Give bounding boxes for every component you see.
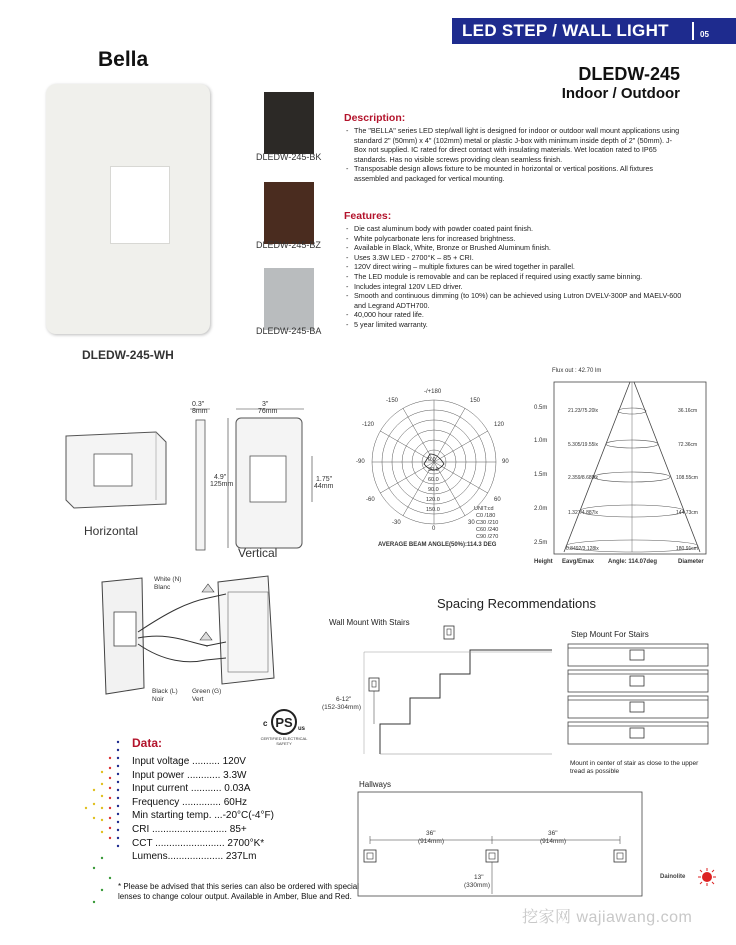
width-mm: 76mm <box>258 408 278 415</box>
cone-illuminance-diagram <box>550 376 710 556</box>
polar-angle-label: -90 <box>356 459 365 465</box>
series-name: Bella <box>98 48 149 71</box>
cone-height: 1.5m <box>534 472 548 478</box>
polar-caption: AVERAGE BEAM ANGLE(50%):114.3 DEG <box>378 542 497 548</box>
feature-item: - 120V direct wiring – multiple fixtures can be wired together in parallel. <box>344 262 684 272</box>
polar-angle-label: -60 <box>366 497 375 503</box>
depth-in: 0.3" <box>192 401 205 408</box>
feature-item: - 5 year limited warranty. <box>344 320 684 330</box>
hall-spacing-3-mm: (330mm) <box>464 882 491 889</box>
product-plate-image <box>46 84 210 334</box>
cone-eavg: 2.359/8.689lx <box>568 475 599 481</box>
data-row: CRI ........................... 85+ <box>132 823 247 835</box>
feature-item: - Uses 3.3W LED - 2700°K – 85 + CRI. <box>344 253 684 263</box>
swatch-label-aluminum: DLEDW-245-BA <box>256 326 322 336</box>
data-row: Input current ........... 0.03A <box>132 783 251 795</box>
svg-text:PS: PS <box>275 715 293 730</box>
hall-spacing-2-mm: (914mm) <box>540 838 567 845</box>
cone-eavg: 0.8492/3.128lx <box>566 546 599 552</box>
cone-diameter: 180.91cm <box>676 546 698 552</box>
feature-item: - Die cast aluminum body with powder coated paint finish. <box>344 224 684 234</box>
vertical-label: Vertical <box>238 546 278 560</box>
svg-text:us: us <box>298 726 306 732</box>
wire-black-fr: Noir <box>152 696 164 703</box>
wire-white-label: White (N) <box>154 576 182 583</box>
polar-angle-label: 150 <box>470 398 481 404</box>
data-row: Min starting temp. ...-20°C(-4°F) <box>132 810 274 822</box>
cone-height: 2.5m <box>534 540 548 546</box>
polar-angle-label: -30 <box>392 520 401 526</box>
hallways-label: Hallways <box>359 780 392 789</box>
header-title: LED STEP / WALL LIGHT <box>462 21 669 40</box>
wall-mount-label: Wall Mount With Stairs <box>329 618 410 627</box>
polar-unit-title: UNIT:cd <box>474 506 494 512</box>
cone-footer-height: Height <box>534 559 553 565</box>
swatch-label-bronze: DLEDW-245-BZ <box>256 240 321 250</box>
feature-item: - The LED module is removable and can be replaced if required using exactly same binning. <box>344 272 684 282</box>
description-item: - Transposable design allows fixture to be mounted in horizontal or vertical positions. All fixtures assembled and packaged for vertical mounting. <box>344 164 684 183</box>
page-number: 05 <box>700 30 709 39</box>
range-in: 6-12" <box>336 696 352 703</box>
description-title: Description: <box>344 112 406 124</box>
step-mount-note: Mount in center of stair as close to the upper tread as possible <box>570 760 699 775</box>
cone-height: 1.0m <box>534 438 548 444</box>
polar-legend-c60: C60 /240 <box>476 527 499 533</box>
brand-sun-icon <box>698 868 716 886</box>
depth-mm: 8mm <box>192 408 208 415</box>
horizontal-label: Horizontal <box>84 524 139 538</box>
polar-angle-label: 60 <box>494 497 501 503</box>
feature-item: - Smooth and continuous dimming (to 10%) can be achieved using Lutron DVELV-300P and MAELV-600 and Legrand ADTH700. <box>344 291 684 310</box>
description-item: - The "BELLA" series LED step/wall light is designed for indoor or outdoor wall mount applications using standard 2" (50mm) x 4" (102mm) metal or plastic J-box with minimum inside depth of 2" (50mm). J-Box not supplied. IC rated for direct contact with insulating materials. Wet location rated to IP65 standards. Has no visible screws providing clean seamless finish. <box>344 126 684 164</box>
window-mm: 44mm <box>314 483 334 490</box>
feature-item: - 40,000 hour rated life. <box>344 310 684 320</box>
step-mount-label: Step Mount For Stairs <box>571 630 649 639</box>
wiring-diagram <box>98 572 298 702</box>
data-row: Frequency .............. 60Hz <box>132 796 248 808</box>
plate-lens-window <box>110 166 170 244</box>
cone-footer-eavg: Eavg/Emax <box>562 559 595 565</box>
cone-footer-diameter: Diameter <box>678 559 704 565</box>
main-finish-label: DLEDW-245-WH <box>82 348 174 362</box>
brand-name: Dainolite <box>660 874 686 880</box>
polar-angle-label: -150 <box>386 398 399 404</box>
swatch-bronze <box>264 182 314 244</box>
data-title: Data: <box>132 736 163 750</box>
polar-radial-label: 0.0 <box>428 457 436 463</box>
cert-text: CERTIFIED ELECTRICAL SAFETY <box>260 736 308 746</box>
swatch-label-black: DLEDW-245-BK <box>256 152 322 162</box>
cone-diameter: 72.36cm <box>678 442 698 448</box>
polar-angle-label: 30 <box>468 520 475 526</box>
polar-radial-label: 150.0 <box>426 507 440 513</box>
polar-angle-label: -120 <box>362 422 375 428</box>
site-watermark: 挖家网 wajiawang.com <box>522 909 693 926</box>
data-row: Lumens.................... 237Lm <box>132 851 257 863</box>
model-number: DLEDW-245 <box>578 64 680 84</box>
features-list <box>344 224 684 330</box>
cone-diameter: 36.16cm <box>678 408 698 414</box>
feature-item: - Available in Black, White, Bronze or Brushed Aluminum finish. <box>344 243 684 253</box>
height-mm: 125mm <box>210 481 234 488</box>
hall-spacing-1-mm: (914mm) <box>418 838 445 845</box>
environment-label: Indoor / Outdoor <box>561 85 680 102</box>
swatch-aluminum <box>264 268 314 330</box>
wire-green-fr: Vert <box>192 696 204 703</box>
data-list <box>132 755 274 864</box>
width-in: 3" <box>262 401 269 408</box>
polar-radial-label: 60.0 <box>428 477 439 483</box>
description-list <box>344 126 684 184</box>
range-mm: (152-304mm) <box>322 704 362 711</box>
data-row: Input power ............ 3.3W <box>132 769 247 781</box>
polar-radial-label: 120.0 <box>426 497 440 503</box>
height-in: 4.9" <box>214 474 227 481</box>
hall-spacing-1-in: 36" <box>426 830 436 837</box>
polar-legend-c90: C90 /270 <box>476 534 499 540</box>
polar-legend-c0: C0 /180 <box>476 513 496 519</box>
svg-text:c: c <box>263 719 268 728</box>
wire-black-label: Black (L) <box>152 688 178 695</box>
header-divider <box>692 22 694 40</box>
features-title: Features: <box>344 210 392 222</box>
hall-spacing-3-in: 13" <box>474 874 484 881</box>
cone-flux: Flux out : 42.70 lm <box>552 368 602 374</box>
data-row: CCT ......................... 2700°K* <box>132 837 265 849</box>
feature-item: - White polycarbonate lens for increased brightness. <box>344 234 684 244</box>
cone-eavg: 21.23/75.20lx <box>568 408 599 414</box>
polar-candela-diagram <box>352 388 532 552</box>
decorative-dot-pattern <box>82 738 122 918</box>
cone-eavg: 1.327/4.887lx <box>568 510 599 516</box>
polar-radial-label: 30.0 <box>428 467 439 473</box>
cone-height: 0.5m <box>534 405 548 411</box>
cone-height: 2.0m <box>534 506 548 512</box>
polar-angle-label: -/+180 <box>424 389 442 395</box>
cone-diameter: 108.55cm <box>676 475 698 481</box>
cone-diameter: 144.73cm <box>676 510 698 516</box>
hallway-diagram <box>356 790 646 900</box>
polar-angle-label: 90 <box>502 459 509 465</box>
polar-angle-label: 120 <box>494 422 505 428</box>
polar-legend-c30: C30 /210 <box>476 520 499 526</box>
data-row: Input voltage .......... 120V <box>132 756 246 767</box>
spacing-title: Spacing Recommendations <box>437 596 596 611</box>
hall-spacing-2-in: 36" <box>548 830 558 837</box>
lens-note: * Please be advised that this series can also be ordered with special lenses to change colour output. Available in Amber, Blue and Red. <box>118 882 360 901</box>
swatch-black <box>264 92 314 154</box>
wall-mount-stairs-diagram <box>320 624 560 764</box>
cone-footer-angle: Angle: 114.07deg <box>608 559 658 565</box>
polar-radial-label: 90.0 <box>428 487 439 493</box>
wire-white-fr: Blanc <box>154 584 171 591</box>
step-mount-diagram <box>566 640 712 756</box>
feature-item: - Includes integral 120V LED driver. <box>344 282 684 292</box>
wire-green-label: Green (G) <box>192 688 222 695</box>
polar-angle-label: 0 <box>432 526 436 532</box>
cone-eavg: 5.305/19.55lx <box>568 442 599 448</box>
window-in: 1.75" <box>316 476 333 483</box>
horizontal-fixture-drawing <box>66 432 166 508</box>
